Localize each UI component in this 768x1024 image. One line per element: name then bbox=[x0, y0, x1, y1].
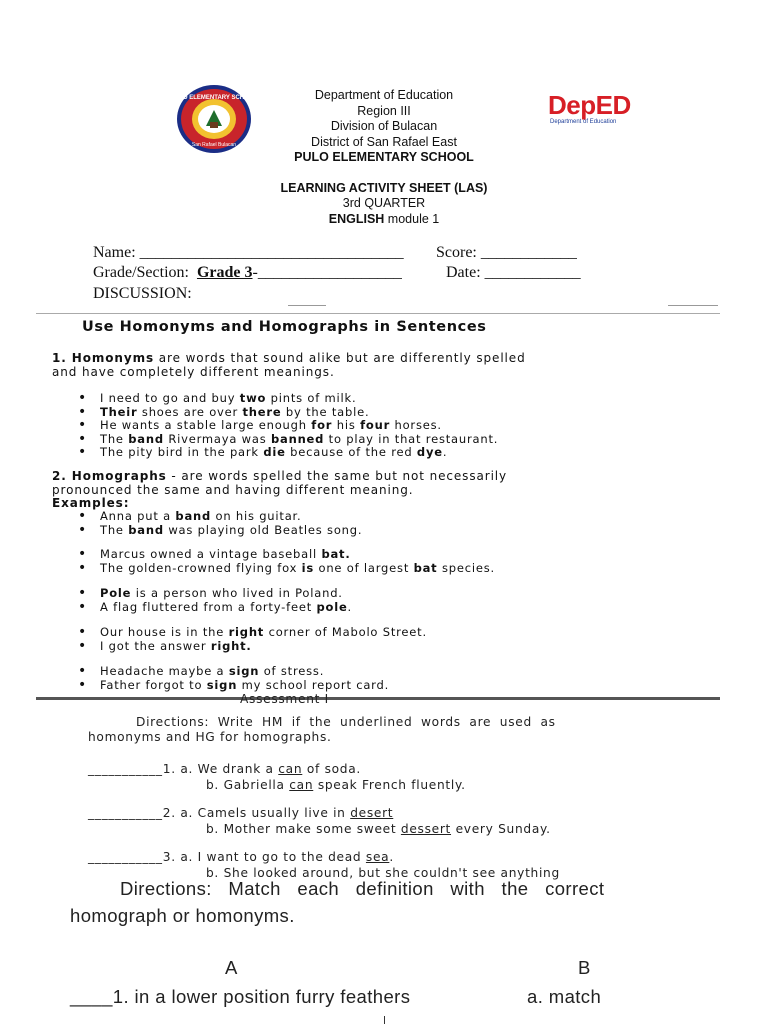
quarter: 3rd QUARTER bbox=[342, 196, 426, 210]
list-item: • Headache maybe a sign of stress. bbox=[78, 665, 389, 679]
list-item: • A flag fluttered from a forty-feet pole. bbox=[78, 601, 352, 615]
matching-option-a: a. match bbox=[527, 986, 602, 1007]
section-divider bbox=[36, 697, 720, 700]
svg-text:PULO ELEMENTARY SCHOOL: PULO ELEMENTARY SCHOOL bbox=[170, 95, 258, 101]
list-item: • I got the answer right. bbox=[78, 640, 427, 654]
homonyms-definition: 1. Homonyms are words that sound alike but are differently spelled and have completely different meanings. bbox=[52, 351, 526, 379]
answer-blank[interactable]: ___________ bbox=[88, 850, 163, 864]
homograph-examples-3 bbox=[78, 587, 352, 614]
scan-mark bbox=[384, 1016, 385, 1024]
list-item: • I need to go and buy two pints of milk. bbox=[78, 392, 498, 406]
list-item: • The pity bird in the park die because of the red dye. bbox=[78, 446, 498, 460]
scan-mark bbox=[668, 305, 718, 306]
name-field[interactable]: Name: _________________________________ bbox=[93, 244, 404, 261]
homonym-examples bbox=[78, 392, 498, 460]
header-line: District of San Rafael East bbox=[311, 134, 457, 149]
svg-text:San Rafael Bulacan: San Rafael Bulacan bbox=[191, 142, 237, 148]
column-a-heading: A bbox=[225, 957, 238, 978]
header-line: Department of Education bbox=[314, 88, 454, 102]
header-line: Division of Bulacan bbox=[330, 119, 438, 133]
discussion-label: DISCUSSION: bbox=[93, 285, 192, 302]
deped-logo: DepED Department of Education bbox=[548, 90, 631, 125]
assessment-heading: Assessment I bbox=[240, 692, 329, 706]
list-item: • Their shoes are over there by the table. bbox=[78, 406, 498, 420]
homographs-definition: 2. Homographs - are words spelled the same but not necessarily pronounced the same and having different meaning. Examples: bbox=[52, 469, 508, 510]
assessment-item-1: ___________1. a. We drank a can of soda. b. Gabriella can speak French fluently. bbox=[88, 762, 466, 792]
date-field[interactable]: Date: ____________ bbox=[446, 264, 581, 281]
column-b-heading: B bbox=[578, 957, 591, 978]
subject-line: ENGLISH module 1 bbox=[328, 211, 440, 226]
answer-blank[interactable]: ___________ bbox=[88, 806, 163, 820]
list-item: • Marcus owned a vintage baseball bat. bbox=[78, 548, 495, 562]
assessment-item-2: ___________2. a. Camels usually live in desert b. Mother make some sweet dessert every Sunday. bbox=[88, 806, 551, 836]
list-item: • Anna put a band on his guitar. bbox=[78, 510, 362, 524]
header-block bbox=[0, 88, 768, 227]
homograph-examples-5 bbox=[78, 665, 389, 692]
matching-item-1: ____1. in a lower position furry feathers bbox=[70, 986, 411, 1007]
assessment-item-3: ___________3. a. I want to go to the dead sea. b. She looked around, but she couldn't see anything bbox=[88, 850, 560, 880]
school-name: PULO ELEMENTARY SCHOOL bbox=[294, 150, 474, 164]
list-item: • He wants a stable large enough for his four horses. bbox=[78, 419, 498, 433]
matching-directions: Directions: Match each definition with the correct homograph or homonyms. bbox=[70, 878, 605, 926]
list-item: • Pole is a person who lived in Poland. bbox=[78, 587, 352, 601]
homograph-examples-2 bbox=[78, 548, 495, 575]
list-item: • Father forgot to sign my school report card. bbox=[78, 679, 389, 693]
grade-section-field[interactable]: Grade/Section: Grade 3-__________________ bbox=[93, 264, 402, 281]
list-item: • The band Rivermaya was banned to play in that restaurant. bbox=[78, 433, 498, 447]
las-title: LEARNING ACTIVITY SHEET (LAS) bbox=[280, 180, 488, 195]
score-field[interactable]: Score: ____________ bbox=[436, 244, 577, 261]
answer-blank[interactable]: ____ bbox=[70, 986, 113, 1007]
answer-blank[interactable]: ___________ bbox=[88, 762, 163, 776]
homograph-examples-4 bbox=[78, 626, 427, 653]
section-divider bbox=[36, 313, 720, 314]
assessment-directions: Directions: Write HM if the underlined words are used as homonyms and HG for homographs. bbox=[88, 715, 556, 744]
list-item: • The band was playing old Beatles song. bbox=[78, 524, 362, 538]
list-item: • Our house is in the right corner of Mabolo Street. bbox=[78, 626, 427, 640]
scan-mark bbox=[288, 305, 326, 306]
lesson-title: Use Homonyms and Homographs in Sentences bbox=[82, 319, 487, 335]
homograph-examples-1 bbox=[78, 510, 362, 537]
list-item: • The golden-crowned flying fox is one of largest bat species. bbox=[78, 562, 495, 576]
header-line: Region III bbox=[357, 103, 411, 118]
